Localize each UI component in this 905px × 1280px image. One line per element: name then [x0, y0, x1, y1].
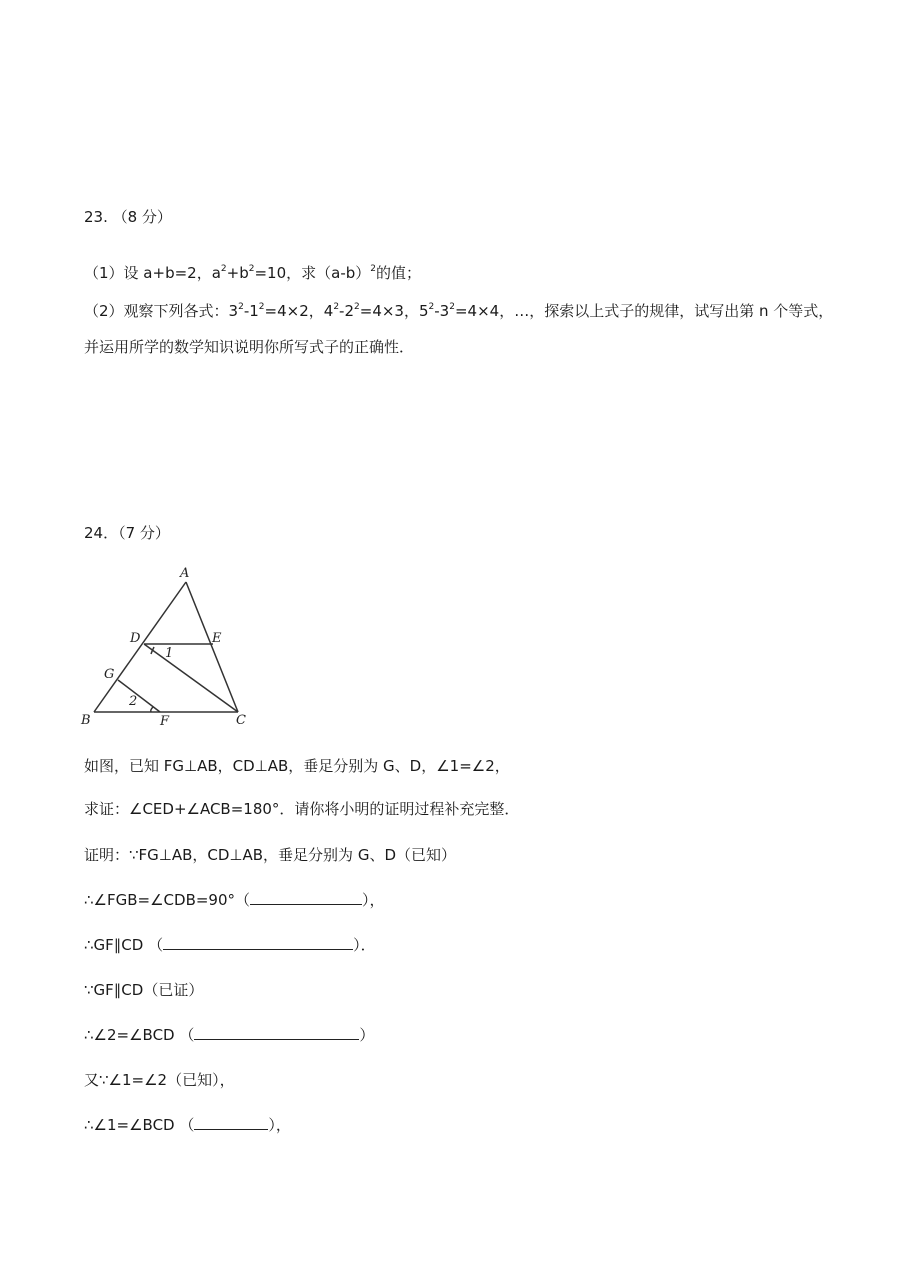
text-segment: =10，求（a-b）	[254, 264, 371, 282]
proof-line	[84, 845, 456, 865]
text-segment: =4×2，4	[264, 302, 334, 320]
text-segment: （2）观察下列各式：3	[84, 302, 239, 320]
proof-text: 证明：∵FG⊥AB，CD⊥AB，垂足分别为 G、D（已知）	[84, 846, 456, 864]
question-23-part-1	[84, 263, 421, 286]
label-d: D	[130, 631, 141, 646]
text-segment: -3	[434, 302, 450, 320]
label-angle-1: 1	[165, 646, 174, 661]
proof-text: ∴∠2=∠BCD （	[84, 1026, 195, 1044]
proof-text: ），	[362, 891, 385, 909]
segment-gf	[118, 680, 160, 712]
label-c: C	[236, 713, 246, 728]
proof-line	[84, 980, 203, 1000]
text-segment: =4×3，5	[359, 302, 429, 320]
proof-text: ∴∠1=∠BCD （	[84, 1116, 195, 1134]
proof-text: ），	[268, 1116, 291, 1134]
superscript: 2	[449, 302, 455, 312]
proof-text: ∴∠FGB=∠CDB=90°（	[84, 891, 251, 909]
proof-line	[84, 1115, 291, 1135]
answer-blank[interactable]	[163, 935, 353, 950]
question-23-part-2-line-2: 并运用所学的数学知识说明你所写式子的正确性．	[84, 338, 415, 356]
superscript: 2	[258, 302, 265, 312]
text-segment: -1	[243, 302, 259, 320]
proof-text: ∵GF∥CD（已证）	[84, 981, 204, 999]
proof-text: ）	[359, 1026, 375, 1044]
question-23-part-2	[84, 301, 833, 324]
label-angle-2: 2	[129, 694, 138, 709]
question-23-header: 23. （8 分）	[84, 208, 172, 226]
text-segment: =4×4，…，探索以上式子的规律，试写出第 n 个等式，	[454, 302, 834, 320]
answer-blank[interactable]	[250, 890, 362, 905]
prove-statement: 求证：∠CED+∠ACB=180°．请你将小明的证明过程补充完整．	[84, 800, 520, 818]
label-b: B	[81, 713, 91, 728]
proof-text: 又∵∠1=∠2（已知），	[84, 1071, 235, 1089]
label-g: G	[104, 667, 115, 682]
proof-line	[84, 935, 376, 955]
proof-text: ∴GF∥CD （	[84, 936, 164, 954]
geometry-figure	[78, 562, 256, 732]
answer-blank[interactable]	[194, 1025, 359, 1040]
proof-line	[84, 1025, 374, 1045]
superscript: 2	[238, 302, 244, 312]
text-segment: 的值；	[376, 264, 422, 282]
text-segment: +b	[226, 264, 249, 282]
superscript: 2	[370, 264, 376, 274]
superscript: 2	[248, 264, 255, 274]
proof-line	[84, 1070, 235, 1090]
superscript: 2	[354, 302, 360, 312]
given-statement: 如图，已知 FG⊥AB，CD⊥AB，垂足分别为 G、D，∠1=∠2，	[84, 757, 510, 775]
label-f: F	[160, 714, 170, 729]
superscript: 2	[220, 264, 227, 274]
proof-text: ）．	[353, 936, 376, 954]
text-segment: （1）设 a+b=2，a	[84, 264, 221, 282]
proof-line	[84, 890, 385, 910]
label-a: A	[180, 566, 190, 581]
superscript: 2	[333, 302, 340, 312]
superscript: 2	[428, 302, 435, 312]
question-24-header: 24．（7 分）	[84, 524, 170, 542]
text-segment: -2	[339, 302, 355, 320]
answer-blank[interactable]	[194, 1115, 268, 1130]
label-e: E	[212, 631, 222, 646]
